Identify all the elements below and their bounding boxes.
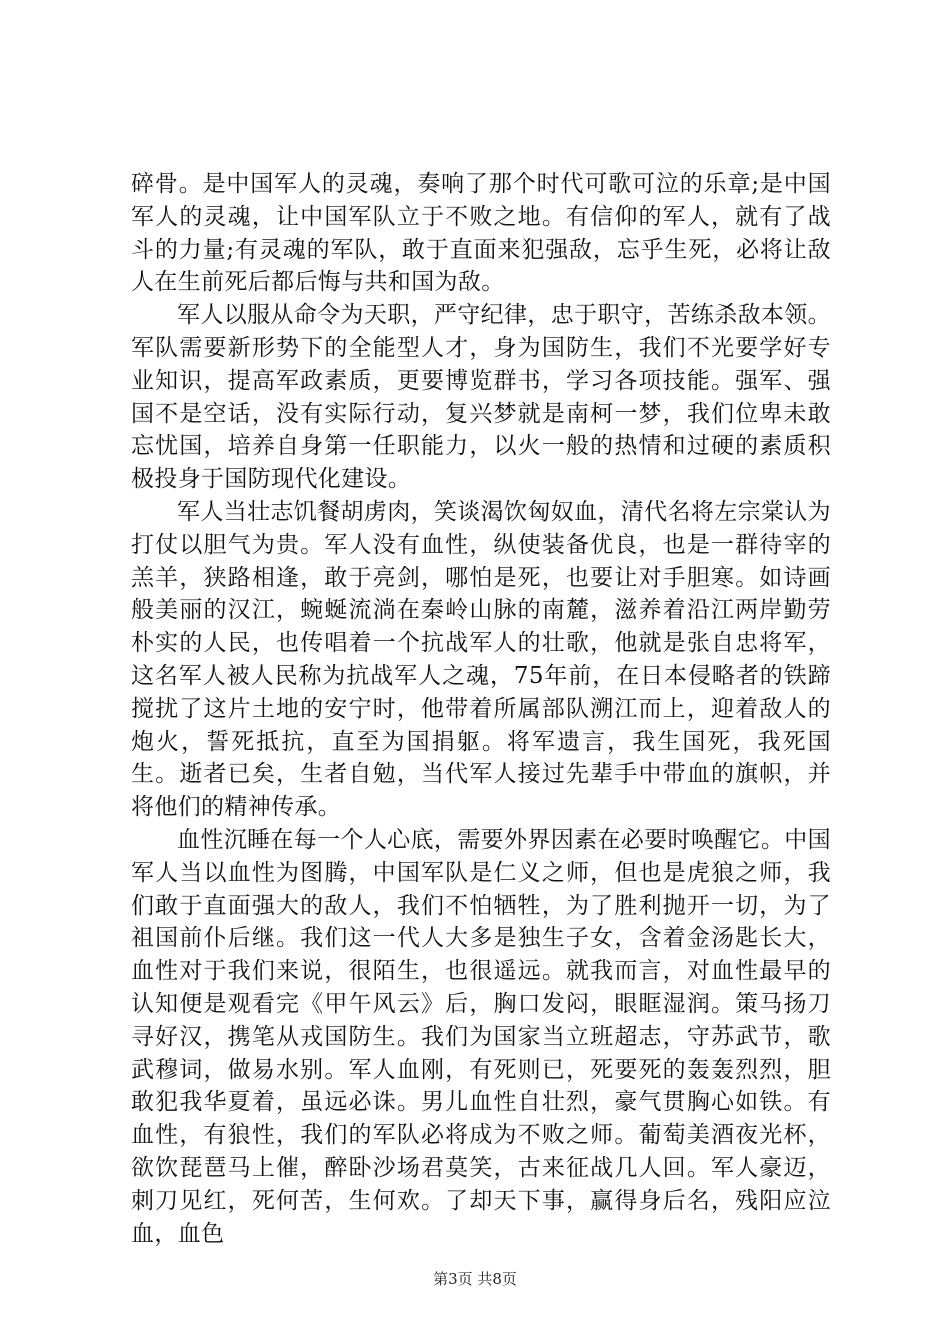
paragraph: 军人以服从命令为天职，严守纪律，忠于职守，苦练杀敌本领。军队需要新形势下的全能型人才，身为国防生，我们不光要学好专业知识，提高军政素质，更要博览群书，学习各项技能。强军、强国不是空话，没有实际行动，复兴梦就是南柯一梦，我们位卑未敢忘忧国，培养自身第一任职能力，以火一般的热情和过硬的素质积极投身于国防现代化建设。 xyxy=(131,302,831,493)
document-body xyxy=(131,168,831,1250)
page-number-footer: 第3页 共8页 xyxy=(433,1270,517,1288)
paragraph: 军人当壮志饥餐胡虏肉，笑谈渴饮匈奴血，清代名将左宗棠认为打仗以胆气为贵。军人没有血性，纵使装备优良，也是一群待宰的羔羊，狭路相逢，敢于亮剑，哪怕是死，也要让对手胆寒。如诗画般美丽的汉江，蜿蜒流淌在秦岭山脉的南麓，滋养着沿江两岸勤劳朴实的人民，也传唱着一个抗战军人的壮歌，他就是张自忠将军，这名军人被人民称为抗战军人之魂，75年前，在日本侵略者的铁蹄搅扰了这片土地的安宁时，他带着所属部队溯江而上，迎着敌人的炮火，誓死抵抗，直至为国捐躯。将军遗言，我生国死，我死国生。逝者已矣，生者自勉，当代军人接过先辈手中带血的旗帜，并将他们的精神传承。 xyxy=(131,498,831,821)
paragraph: 血性沉睡在每一个人心底，需要外界因素在必要时唤醒它。中国军人当以血性为图腾，中国军队是仁义之师，但也是虎狼之师，我们敢于直面强大的敌人，我们不怕牺牲，为了胜利抛开一切，为了祖国前仆后继。我们这一代人大多是独生子女，含着金汤匙长大，血性对于我们来说，很陌生，也很遥远。就我而言，对血性最早的认知便是观看完《甲午风云》后，胸口发闷，眼眶湿润。策马扬刀寻好汉，携笔从戎国防生。我们为国家当立班超志，守苏武节，歌武穆词，做易水别。军人血刚，有死则已，死要死的轰轰烈烈，胆敢犯我华夏着，虽远必诛。男儿血性自壮烈，豪气贯胸心如铁。有血性，有狼性，我们的军队必将成为不败之师。葡萄美酒夜光杯，欲饮琵琶马上催，醉卧沙场君莫笑，古来征战几人回。军人豪迈，刺刀见红，死何苦，生何欢。了却天下事，赢得身后名，残阳应泣血，血色 xyxy=(131,826,831,1247)
paragraph-continued: 碎骨。是中国军人的灵魂，奏响了那个时代可歌可泣的乐章;是中国军人的灵魂，让中国军队立于不败之地。有信仰的军人，就有了战斗的力量;有灵魂的军队，敢于直面来犯强敌，忘乎生死，必将让敌人在生前死后都后悔与共和国为敌。 xyxy=(131,171,831,296)
